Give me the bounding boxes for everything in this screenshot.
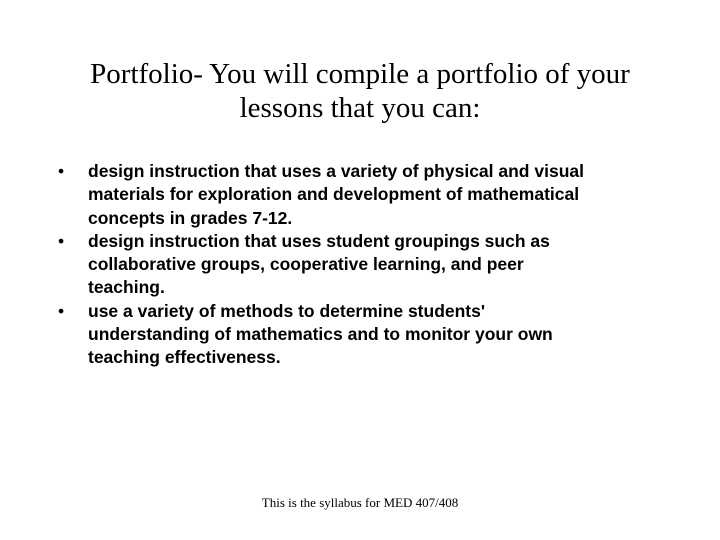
bullet-text bbox=[88, 230, 678, 300]
bullet-item-1 bbox=[58, 160, 678, 230]
slide-title-line-2: lessons that you can: bbox=[239, 92, 481, 124]
bullet-text bbox=[88, 160, 678, 230]
bullet-item-2 bbox=[58, 230, 678, 300]
slide-title bbox=[30, 57, 690, 125]
footer-note: This is the syllabus for MED 407/408 bbox=[261, 495, 459, 510]
bullet-dot-icon: • bbox=[58, 300, 65, 321]
bullet-line: materials for exploration and development of mathematical bbox=[88, 184, 580, 205]
slide-title-line-1: Portfolio- You will compile a portfolio of your bbox=[90, 58, 630, 90]
bullet-item-3 bbox=[58, 300, 678, 370]
bullet-line: collaborative groups, cooperative learning, and peer bbox=[88, 254, 524, 275]
bullet-line: use a variety of methods to determine students' bbox=[88, 300, 486, 321]
bullet-dot-icon: • bbox=[58, 161, 65, 181]
bullet-line: teaching effectiveness. bbox=[88, 347, 281, 368]
bullet-list bbox=[58, 160, 678, 370]
bullet-line: teaching. bbox=[88, 277, 165, 298]
bullet-dot-icon: • bbox=[58, 230, 65, 251]
bullet-line: concepts in grades 7-12. bbox=[88, 207, 293, 228]
bullet-line: design instruction that uses student groupings such as bbox=[88, 230, 550, 251]
bullet-line: understanding of mathematics and to monitor your own bbox=[88, 324, 553, 345]
bullet-line: design instruction that uses a variety of physical and visual bbox=[88, 161, 584, 181]
bullet-text bbox=[88, 300, 678, 370]
